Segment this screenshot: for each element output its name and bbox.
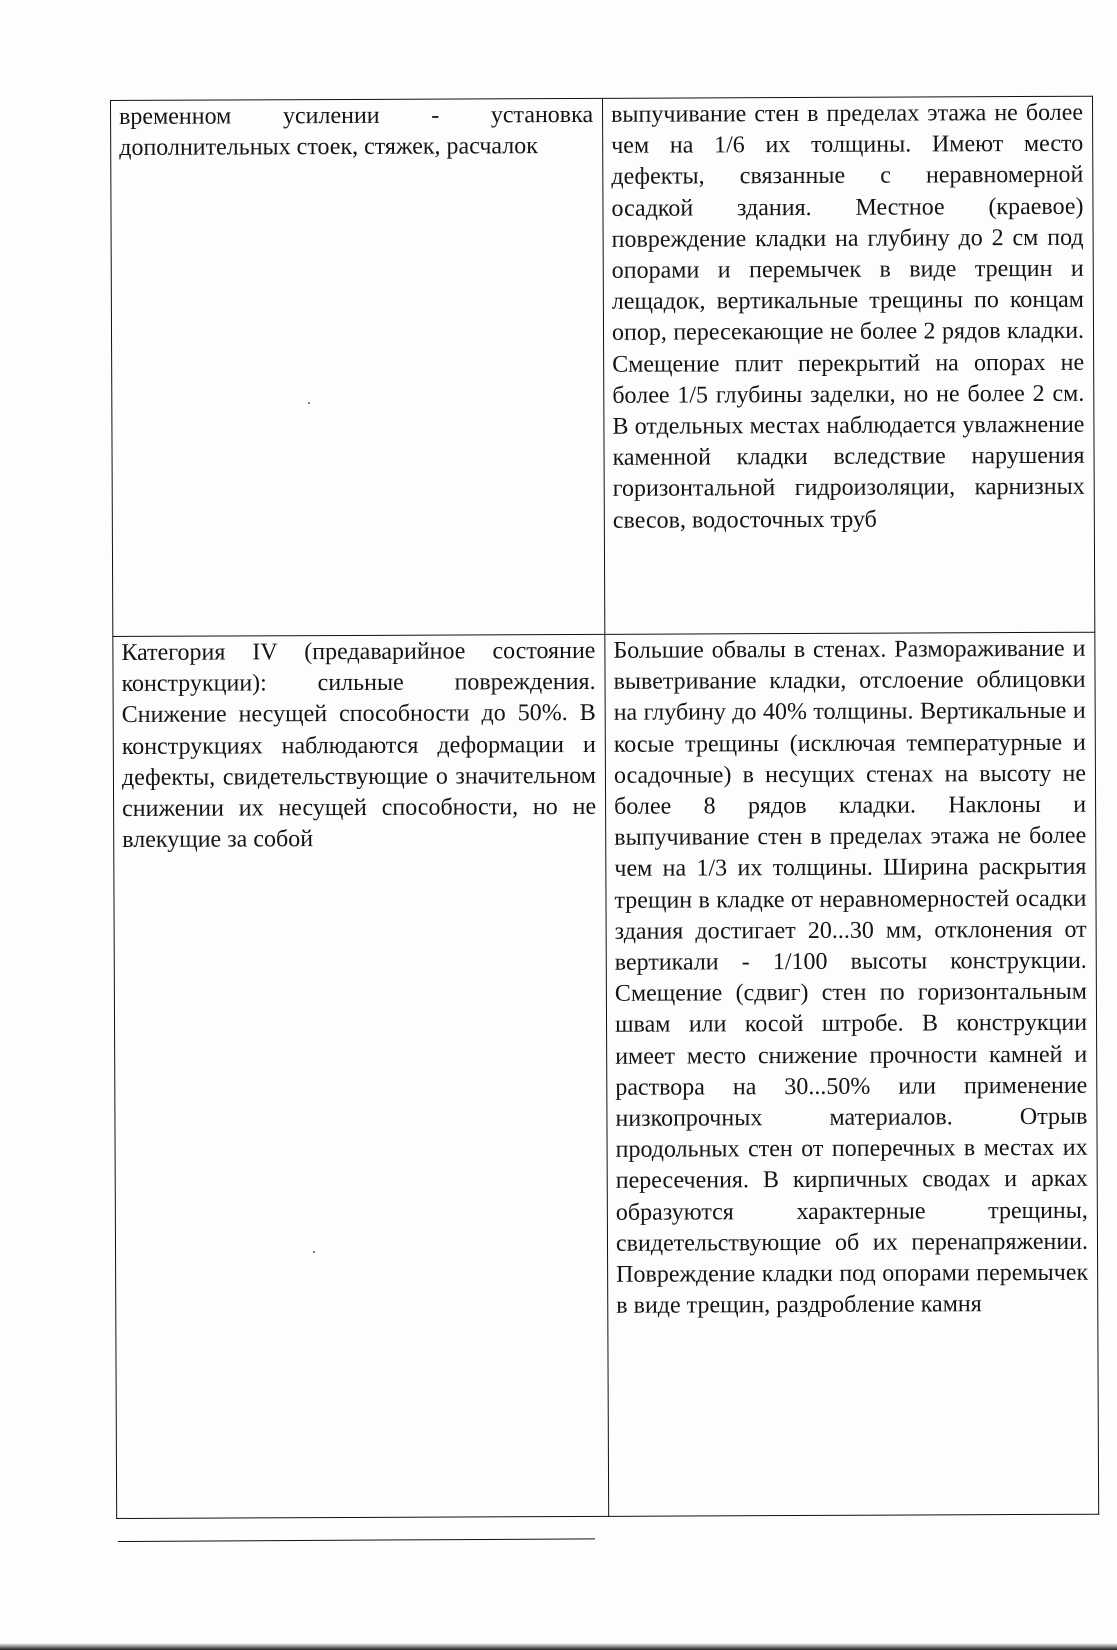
table-cell-right: Большие обвалы в стенах. Размораживание и выветривание кладки, отслоение облицовки на глубину до 40% толщины. Вертикальные и косые трещины (исключая температурные и осадочные) в несущих стенах на высоту не более 8 рядов кладки. Наклоны и выпучивание стен в пределах этажа не более чем на 1/3 их толщины. Ширина раскрытия трещин в кладке от неравномерностей осадки здания достигает 20...30 мм, отклонения от вертикали - 1/100 высоты конструкции. Смещение (сдвиг) стен по горизонтальным швам или косой штробе. В конструкции имеет место снижение прочности камней и раствора на 30...50% или применение низкопрочных материалов. Отрыв продольных стен от поперечных в местах их пересечения. В кирпичных сводах и арках образуются характерные трещины, свидетельствующие об их перенапряжении. Повреждение кладки под опорами перемычек в виде трещин, раздробление камня [605,632,1099,1516]
table-cell-right: выпучивание стен в пределах этажа не более чем на 1/6 их толщины. Имеют место дефекты, связанные с неравномерной осадкой здания. Местное (краевое) повреждение кладки на глубину до 2 см под опорами и перемычек в виде трещин и лещадок, вертикальные трещины по концам опор, пересекающие не более 2 рядов кладки. Смещение плит перекрытий на опорах не более 1/5 глубины заделки, но не более 2 см. В отдельных местах наблюдается увлажнение каменной кладки вследствие нарушения горизонтальной гидроизоляции, карнизных свесов, водосточных труб [602,96,1094,634]
table-row [111,96,1095,636]
table-bottom-border [118,1538,595,1542]
scan-speck [313,1251,315,1253]
table-cell-left: временном усилении - установка дополнительных стоек, стяжек, расчалок [111,98,605,636]
table-cell-left: Категория IV (предаварийное состояние конструкции): сильные повреждения. Снижение несущей способности до 50%. В конструкциях наблюдаются деформации и дефекты, свидетельствующие о значительном снижении их несущей способности, но не влекущие за собой [113,634,609,1518]
scan-edge-shadow [0,1643,1117,1650]
condition-table [110,96,1099,1519]
table-row [113,632,1099,1518]
scan-speck [308,402,310,404]
